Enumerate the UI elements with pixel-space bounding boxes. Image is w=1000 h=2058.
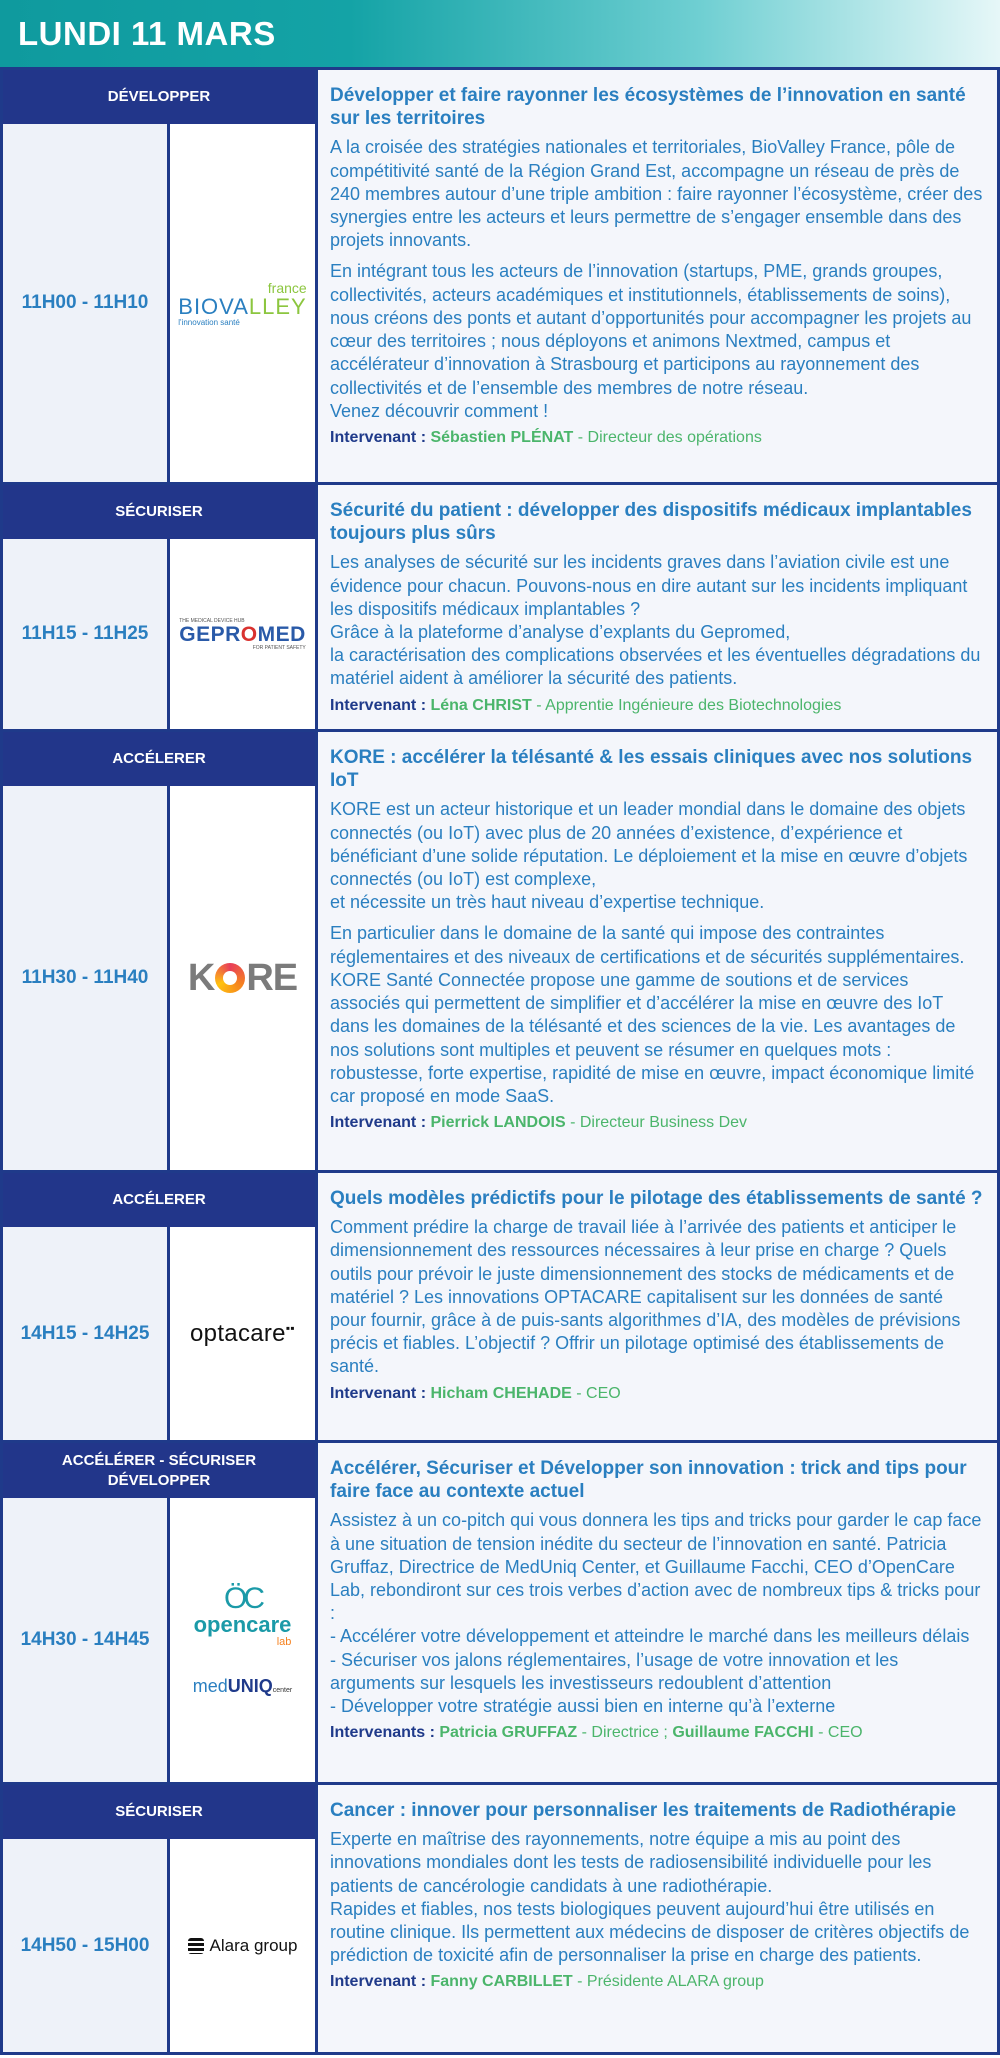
meduniq-logo	[193, 1676, 292, 1697]
session-description: Experte en maîtrise des rayonnements, notre équipe a mis au point des innovations mondiales dont les tests de radiosensibilité individuelle pour les patients de cancérologie candidats à une radiothérapie. Rapides et fiables, nos tests biologiques peuvent aujourd’hui être utilisés en routine clinique. Ils permettent aux médecins de disposer de critères objectifs de prédiction de toxicité afin de personnaliser la prise en charge des patients.	[330, 1829, 970, 1966]
time-slot: 11H00 - 11H10	[3, 124, 170, 482]
session-meta	[3, 1498, 315, 1782]
session-info	[3, 485, 318, 729]
speaker-role: - Directrice ;	[577, 1724, 673, 1742]
logo-top-text: THE MEDICAL DEVICE HUB	[179, 617, 245, 624]
logo-word-accent: LLEY	[248, 293, 307, 319]
session-title: Quels modèles prédictifs pour le pilotage des établissements de santé ?	[330, 1188, 983, 1209]
session-row	[3, 1443, 997, 1785]
session-title: Développer et faire rayonner les écosystèmes de l’innovation en santé sur les territoires	[330, 85, 966, 130]
speaker-name: Fanny CARBILLET	[430, 1973, 573, 1991]
speaker-role: - Apprentie Ingénieure des Biotechnologies	[531, 696, 842, 714]
session-description: En particulier dans le domaine de la santé qui impose des contraintes réglementaires et des niveaux de certifications et de sécurités supplémentaires. KORE Santé Connectée propose une gamme de soutions et de services associés qui permettent de simplifier et d’accélérer la mise en œuvre des IoT dans les domaines de la télésanté et des sciences de la vie. Les avantages de nos solutions sont multiples et peuvent se résumer en quelques mots : robustesse, forte expertise, rapidité de mise en œuvre, impact économique limité car proposé en mode SaaS.	[330, 923, 975, 1106]
session-row	[3, 1173, 997, 1443]
session-row	[3, 1785, 997, 2055]
session-info	[3, 1785, 318, 2052]
speaker-label: Intervenant :	[330, 696, 427, 714]
session-description: Comment prédire la charge de travail liée à l’arrivée des patients et anticiper le dimensionnement des ressources nécessaires à leur prise en charge ? Quels outils pour prévoir le juste dimensionnement des stocks de médicaments et de matériel ? Les innovations OPTACARE capitalisent sur les données de santé pour fournir, grâce à de puis-sants algorithmes d’IA, des modèles de prévisions précis et fiables. L’objectif ? Offrir un pilotage optimisé des établissements de santé.	[330, 1217, 961, 1377]
time-slot: 11H15 - 11H25	[3, 539, 170, 729]
kore-o-icon	[215, 963, 245, 993]
logo-word: RE	[246, 956, 298, 999]
speaker-label: Intervenant :	[330, 1384, 427, 1402]
session-content	[318, 1173, 997, 1440]
time-slot: 14H50 - 15H00	[3, 1839, 170, 2052]
session-info	[3, 1443, 318, 1782]
speaker-name: Léna CHRIST	[430, 696, 532, 714]
speaker-label: Intervenant :	[330, 428, 427, 446]
speaker-role: - Présidente ALARA group	[572, 1973, 764, 1991]
logo-word: med	[192, 1675, 228, 1696]
logo-word: BIOVA	[178, 293, 249, 319]
speaker-name: Pierrick LANDOIS	[430, 1114, 566, 1132]
partner-logos	[170, 1498, 315, 1782]
time-slot: 11H30 - 11H40	[3, 786, 170, 1170]
time-slot: 14H30 - 14H45	[3, 1498, 170, 1782]
speaker-role: - Directeur Business Dev	[565, 1114, 748, 1132]
session-title: Cancer : innover pour personnaliser les traitements de Radiothérapie	[330, 1800, 957, 1821]
session-description: KORE est un acteur historique et un leader mondial dans le domaine des objets connectés (ou IoT) avec plus de 20 années d’existence, d’expérience et bénéficiant d’une solide réputation. Le déploiement et la mise en œuvre d’objets connectés (ou IoT) est complexe, et nécessite un très haut niveau d’expertise technique.	[330, 799, 968, 913]
logo-word: optacare	[190, 1319, 286, 1347]
optacare-logo	[170, 1227, 315, 1440]
logo-sub: center	[272, 1686, 293, 1694]
session-content	[318, 70, 997, 482]
speaker-name: Hicham CHEHADE	[430, 1384, 572, 1402]
logo-word: K	[187, 956, 215, 999]
session-content	[318, 1785, 997, 2052]
logo-bottom-text: FOR PATIENT SAFETY	[252, 644, 306, 651]
speaker-label: Intervenant :	[330, 1973, 427, 1991]
kore-logo	[170, 786, 315, 1170]
speaker-line	[330, 1114, 983, 1132]
session-description: A la croisée des stratégies nationales et territoriales, BioValley France, pôle de compétitivité santé de la Région Grand Est, accompagne un réseau de près de 240 membres autour d’une triple ambition : faire rayonner l’écosystème, créer des synergies entre les acteurs et leurs permettre de s’engager ensemble dans des projets innovants.	[330, 137, 983, 251]
logo-word: opencare	[193, 1611, 292, 1637]
session-meta	[3, 539, 315, 729]
session-info	[3, 1173, 318, 1440]
session-row	[3, 67, 997, 485]
theme-label: ACCÉLÉRER - SÉCURISER DÉVELOPPER	[3, 1443, 315, 1498]
theme-label: ACCÉLERER	[3, 732, 315, 786]
gepromed-logo	[170, 539, 315, 729]
logo-sub: lab	[276, 1635, 292, 1648]
session-content	[318, 732, 997, 1170]
alara-logo	[170, 1839, 315, 2052]
schedule	[0, 67, 1000, 2055]
opencare-mark-icon: ÖC	[223, 1581, 261, 1615]
session-row	[3, 732, 997, 1173]
session-info	[3, 732, 318, 1170]
speaker-line	[330, 1385, 983, 1403]
session-content	[318, 1443, 997, 1782]
session-description: Assistez à un co-pitch qui vous donnera les tips and tricks pour garder le cap face à une situation de tension inédite du secteur de l’innovation en santé. Patricia Gruffaz, Directrice de MedUniq Center, et Guillaume Facchi, CEO d’OpenCare Lab, rebondiront sur ces trois verbes d’action avec de nombreux tips & tricks pour : - Accélérer votre développement et atteindre le marché dans les meilleurs délais - Sécuriser vos jalons réglementaires, l’usage de votre innovation et les arguments sur lesquels les investisseurs redoublent d’attention - Développer votre stratégie aussi bien en interne qu’à l’externe	[330, 1510, 982, 1717]
theme-label: DÉVELOPPER	[3, 70, 315, 124]
session-description: Les analyses de sécurité sur les incidents graves dans l’aviation civile est une évidence pour chacun. Pouvons-nous en dire autant sur les incidents impliquant les dispositifs médicaux implantables ? Grâce à la plateforme d’analyse d’explants du Gepromed, la caractérisation des complications observées et les éventuelles dégradations du matériel aident à améliorer la sécurité des patients.	[330, 552, 981, 689]
session-meta	[3, 1227, 315, 1440]
session-row	[3, 485, 997, 732]
session-meta	[3, 1839, 315, 2052]
speaker-line	[330, 1973, 983, 1991]
logo-word: GEPR	[179, 622, 241, 646]
speaker-label: Intervenant :	[330, 1114, 427, 1132]
logo-sub: l'innovation santé	[178, 317, 240, 327]
speaker-line	[330, 1724, 983, 1742]
theme-label: SÉCURISER	[3, 1785, 315, 1839]
speaker-name: Guillaume FACCHI	[672, 1724, 814, 1742]
speaker-name: Patricia GRUFFAZ	[439, 1724, 578, 1742]
logo-word-accent: O	[240, 622, 258, 646]
logo-word: Alara group	[209, 1935, 298, 1955]
session-title: Accélérer, Sécuriser et Développer son innovation : trick and tips pour faire face au contexte actuel	[330, 1458, 967, 1503]
session-description: En intégrant tous les acteurs de l’innovation (startups, PME, grands groupes, collectivités, acteurs académiques et institutionnels, établissements de soins), nous créons des ponts et autant d’opportunités pour accompagner les projets au cœur des territoires ; nous déployons et animons Nextmed, campus et accélérateur d’innovation à Strasbourg et participons au rayonnement des collectivités et de l’ensemble des membres de notre réseau. Venez découvrir comment !	[330, 261, 972, 421]
day-header	[0, 0, 1000, 67]
theme-label: SÉCURISER	[3, 485, 315, 539]
session-title: KORE : accélérer la télésanté & les essais cliniques avec nos solutions IoT	[330, 747, 973, 792]
logo-word-accent: UNIQ	[227, 1675, 273, 1696]
session-meta	[3, 124, 315, 482]
speaker-line	[330, 697, 983, 715]
logo-tag: france	[267, 279, 307, 296]
speaker-role: - CEO	[571, 1384, 621, 1402]
session-title: Sécurité du patient : développer des dispositifs médicaux implantables toujours plus sûrs	[330, 500, 972, 545]
opencare-logo	[193, 1581, 292, 1648]
speaker-role: - Directeur des opérations	[573, 428, 762, 446]
speaker-name: Sébastien PLÉNAT	[430, 428, 574, 446]
speaker-line	[330, 429, 983, 447]
alara-icon	[188, 1938, 204, 1954]
session-meta	[3, 786, 315, 1170]
day-title: LUNDI 11 MARS	[18, 14, 276, 52]
dots-icon: ▪▪	[285, 1320, 295, 1335]
biovalley-logo	[170, 124, 315, 482]
session-content	[318, 485, 997, 729]
time-slot: 14H15 - 14H25	[3, 1227, 170, 1440]
session-info	[3, 70, 318, 482]
theme-label: ACCÉLERER	[3, 1173, 315, 1227]
speaker-role: - CEO	[813, 1724, 863, 1742]
logo-word: MED	[257, 622, 306, 646]
speaker-label: Intervenants :	[330, 1724, 435, 1742]
